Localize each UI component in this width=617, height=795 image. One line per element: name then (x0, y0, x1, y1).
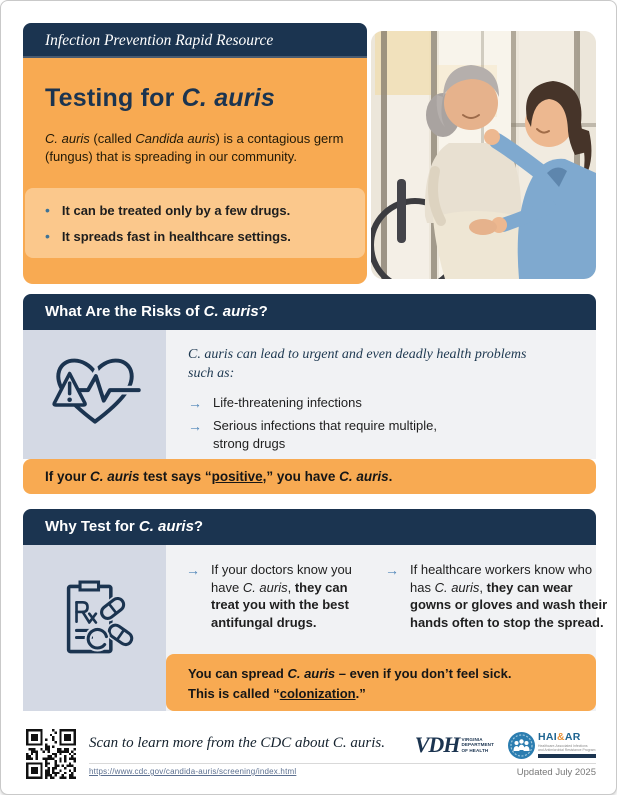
vdh-wordmark: VIRGINIA DEPARTMENT OF HEALTH (461, 737, 494, 753)
risks-content (188, 346, 578, 457)
arrow-icon: → (188, 394, 202, 411)
hero-panel (23, 58, 367, 284)
list-item (186, 561, 363, 631)
key-facts-box (25, 188, 365, 258)
colonization-callout (166, 654, 596, 711)
why-columns (186, 561, 615, 631)
cdc-link[interactable]: https://www.cdc.gov/candida-auris/screening/index.html (89, 767, 297, 776)
prescription-pills-icon (51, 545, 139, 670)
callout-line: This is called “colonization.” (188, 685, 366, 701)
haiar-logo (508, 732, 596, 759)
footer-divider (89, 763, 596, 764)
fact-text: It can be treated only by a few drugs. (61, 203, 291, 218)
why-icon-panel (23, 545, 166, 711)
risk-text: Serious infections that require multiple, strong drugs (213, 417, 438, 451)
section-header-why-test: Why Test for C. auris? (23, 509, 596, 545)
footer (23, 726, 596, 784)
updated-date: Updated July 2025 (516, 767, 596, 778)
vdh-logo (414, 732, 494, 757)
eyebrow-text: Infection Prevention Rapid Resource (45, 32, 274, 49)
arrow-icon: → (186, 562, 200, 578)
vdh-abbr: VDH (414, 732, 460, 757)
section-body-why-test (23, 545, 608, 711)
patient-caregiver-photo (371, 31, 596, 279)
bullet-icon: • (45, 227, 50, 244)
scan-caption: Scan to learn more from the CDC about C. auris. (89, 735, 385, 751)
bullet-icon: • (45, 202, 50, 218)
risk-text: Life-threatening infections (213, 394, 362, 410)
haiar-people-icon (508, 732, 535, 759)
list-item (188, 394, 578, 412)
list-item (188, 417, 578, 452)
list-item (45, 201, 351, 220)
list-item (45, 227, 351, 246)
risks-intro: C. auris can lead to urgent and even deadly health problems such as: (188, 347, 527, 381)
qr-code-icon (26, 729, 76, 779)
fact-text: It spreads fast in healthcare settings. (61, 228, 291, 244)
heart-alert-icon (46, 330, 144, 439)
list-item (385, 561, 615, 631)
positive-result-callout: If your C. auris test says “positive,” you have C. auris. (23, 459, 596, 494)
haiar-bar (538, 754, 596, 758)
section-body-risks (23, 330, 596, 459)
page-title: Testing for C. auris (45, 84, 275, 112)
risks-icon-panel (23, 330, 166, 459)
hero-subtitle: C. auris (called Candida auris) is a contagious germ (fungus) that is spreading in our community. (45, 131, 344, 164)
arrow-icon: → (385, 562, 399, 578)
why-doctors-text: If your doctors know you have C. auris, they can treat you with the best antifungal drugs. (211, 562, 352, 630)
callout-line: You can spread C. auris – even if you don’t feel sick. (188, 666, 512, 681)
section-header-risks: What Are the Risks of C. auris? (23, 294, 596, 330)
eyebrow-banner (23, 23, 367, 58)
haiar-wordmark: HAI&AR Healthcare-Associated Infections and Antimicrobial Resistance Program (538, 732, 596, 758)
why-workers-text: If healthcare workers know who has C. auris, they can wear gowns or gloves and wash their hands often to stop the spread. (410, 562, 608, 630)
footer-logos (415, 732, 596, 759)
arrow-icon: → (188, 417, 202, 434)
